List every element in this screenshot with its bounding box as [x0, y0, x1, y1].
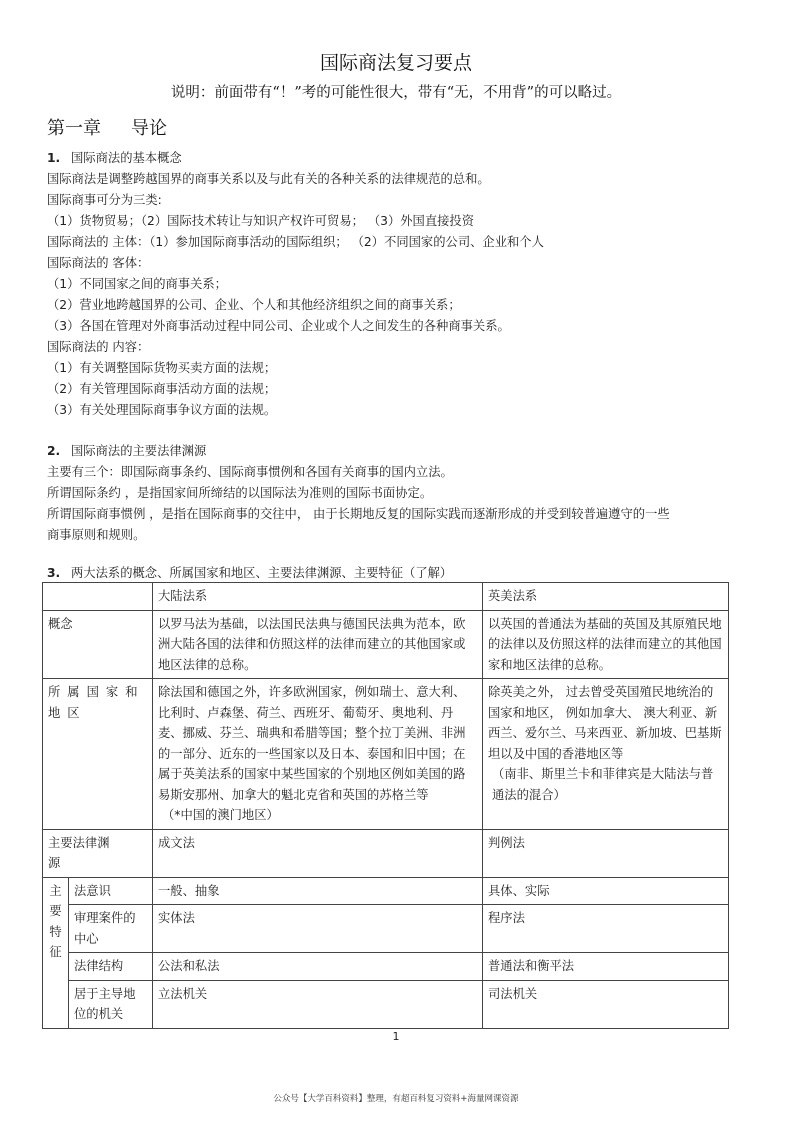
paragraph-line: （2）营业地跨越国界的公司、企业、个人和其他经济组织之间的商事关系；	[47, 298, 461, 312]
table-row	[43, 877, 729, 905]
common-law-cell: 普通法和衡平法	[483, 953, 729, 981]
chapter-heading	[47, 114, 167, 140]
paragraph-line: （1）不同国家之间的商事关系；	[47, 277, 227, 291]
civil-law-cell: 立法机关	[153, 980, 483, 1028]
chapter-number: 第一章	[47, 118, 101, 139]
row-label: 所属国家和地区	[43, 679, 153, 830]
common-law-cell: 程序法	[483, 905, 729, 953]
paragraph-line: （2）有关管理国际商事活动方面的法规；	[47, 382, 277, 396]
feature-label: 法律结构	[69, 953, 153, 981]
section-1-title: 国际商法的基本概念	[71, 151, 182, 165]
common-law-countries: 除英美之外， 过去曾受英国殖民地统治的国家和地区， 例如加拿大、 澳大利亚、新西兰、爱尔兰、马来西亚、新加坡、巴基斯坦以及中国的香港地区等	[488, 685, 722, 761]
chapter-name: 导论	[131, 118, 167, 139]
paragraph-line: 主要有三个：即国际商事条约、国际商事惯例和各国有关商事的国内立法。	[47, 465, 453, 479]
common-law-cell: 判例法	[483, 829, 729, 877]
common-law-cell: 以英国的普通法为基础的英国及其原殖民地的法律以及仿照这样的法律而建立的其他国家和地区法律的总称。	[483, 610, 729, 679]
section-3-heading	[47, 563, 452, 581]
section-2-title: 国际商法的主要法律渊源	[71, 444, 207, 458]
table-row	[43, 610, 729, 679]
table-row	[43, 953, 729, 981]
row-label: 主要法律渊源	[43, 829, 153, 877]
civil-law-cell: 一般、抽象	[153, 877, 483, 905]
feature-label: 审理案件的中心	[69, 905, 153, 953]
table-row	[43, 905, 729, 953]
feature-group-label: 主要特征	[43, 877, 69, 1028]
common-law-cell: 司法机关	[483, 980, 729, 1028]
section-2-number: 2.	[47, 444, 61, 458]
document-note: 说明：前面带有“！”考的可能性很大，带有“无，不用背”的可以略过。	[170, 85, 622, 101]
feature-label: 法意识	[69, 877, 153, 905]
header-empty-cell	[43, 583, 153, 611]
paragraph-line: 国际商法的 内容：	[47, 340, 150, 354]
table-row	[43, 829, 729, 877]
feature-label: 居于主导地位的机关	[69, 980, 153, 1028]
common-law-cell	[483, 679, 729, 830]
paragraph-line: 商事原则和规则。	[47, 528, 146, 542]
section-2-heading	[47, 441, 206, 459]
civil-law-cell: 以罗马法为基础，以法国民法典与德国民法典为范本，欧洲大陆各国的法律和仿照这样的法律而建立的其他国家或地区法律的总称。	[153, 610, 483, 679]
table-header-row	[43, 583, 729, 611]
section-3-number: 3.	[47, 566, 61, 580]
paragraph-line: （3）各国在管理对外商事活动过程中同公司、企业或个人之间发生的各种商事关系。	[47, 319, 510, 333]
table-row	[43, 679, 729, 830]
common-law-cell: 具体、实际	[483, 877, 729, 905]
paragraph-line: 所谓国际商事惯例 ，是指在国际商事的交往中， 由于长期地反复的国际实践而逐渐形成的并受到较普遍遵守的一些	[47, 507, 670, 521]
paragraph-line: 所谓国际条约 ，是指国家间所缔结的以国际法为准则的国际书面协定。	[47, 486, 433, 500]
row-label: 概念	[43, 610, 153, 679]
civil-law-countries: 除法国和德国之外，许多欧洲国家，例如瑞士、意大利、比利时、卢森堡、荷兰、西班牙、葡萄牙、奥地利、丹麦、挪威、芬兰、瑞典和希腊等国；整个拉丁美洲、非洲的一部分、近东的一些国家以及日本、泰国和旧中国；在属于英美法系的国家中某些国家的个别地区例如美国的路易斯安那州、加拿大的魁北克省和英国的苏格兰等	[158, 685, 466, 802]
header-civil-law: 大陆法系	[153, 583, 483, 611]
civil-law-cell: 成文法	[153, 829, 483, 877]
paragraph-line: （1）货物贸易；（2）国际技术转让与知识产权许可贸易； （3）外国直接投资	[47, 214, 475, 228]
civil-law-note: （*中国的澳门地区）	[162, 808, 279, 822]
civil-law-cell: 实体法	[153, 905, 483, 953]
legal-systems-table	[42, 582, 729, 1029]
paragraph-line: 国际商法是调整跨越国界的商事关系以及与此有关的各种关系的法律规范的总和。	[47, 172, 490, 186]
header-common-law: 英美法系	[483, 583, 729, 611]
paragraph-line: （1）有关调整国际货物买卖方面的法规；	[47, 361, 277, 375]
paragraph-line: （3）有关处理国际商事争议方面的法规。	[47, 403, 277, 417]
section-3-title: 两大法系的概念、所属国家和地区、主要法律渊源、主要特征（了解）	[71, 566, 453, 580]
civil-law-cell: 公法和私法	[153, 953, 483, 981]
footer-watermark: 公众号【大学百科资料】整理，有超百科复习资料+海量网课资源	[273, 1094, 519, 1104]
paragraph-line: 国际商法的 客体：	[47, 256, 150, 270]
document-title: 国际商法复习要点	[319, 52, 472, 74]
paragraph-line: 国际商法的 主体：（1）参加国际商事活动的国际组织； （2）不同国家的公司、企业和个人	[47, 235, 544, 249]
civil-law-cell	[153, 679, 483, 830]
section-1-heading	[47, 148, 182, 166]
paragraph-line: 国际商事可分为三类:	[47, 193, 162, 207]
section-1-number: 1.	[47, 151, 61, 165]
common-law-note: （南非、斯里兰卡和菲律宾是大陆法与普通法的混合）	[492, 767, 714, 802]
page-number: 1	[392, 1030, 400, 1043]
table-row	[43, 980, 729, 1028]
